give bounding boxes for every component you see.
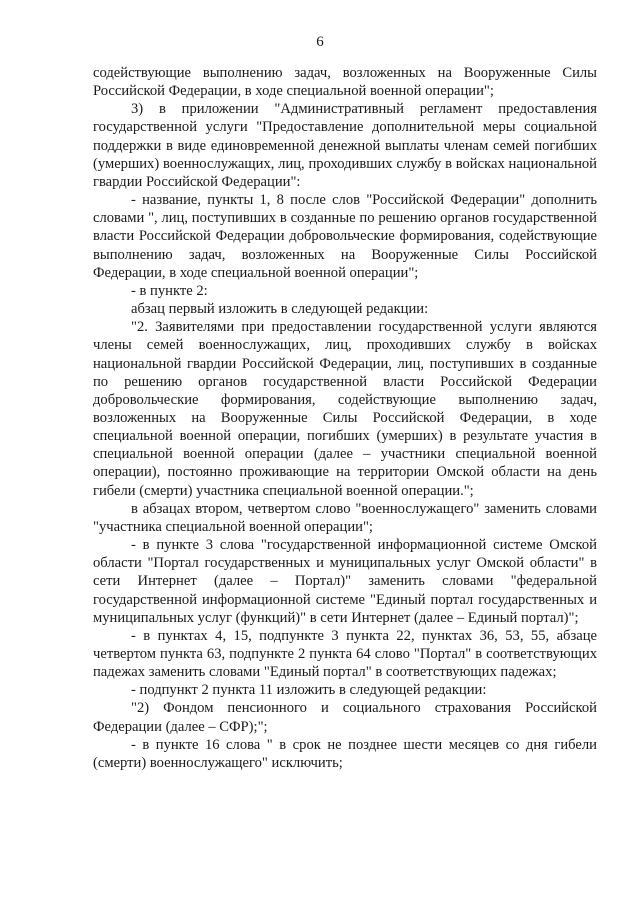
document-body	[93, 64, 597, 772]
paragraph-item-3: 3) в приложении "Административный регламент предоставления государственной услуги "Предоставление дополнительной меры социальной поддержки в виде единовременной денежной выплаты членам семей погибших (умерших) военнослужащих, лиц, проходивших службу в войсках национальной гвардии Российской Федерации":	[93, 101, 597, 190]
paragraph-subpoint-2-heading: - подпункт 2 пункта 11 изложить в следующей редакции:	[131, 682, 487, 699]
paragraph-subpoint-2-new-text: "2) Фондом пенсионного и социального страхования Российской Федерации (далее – СФР);";	[93, 700, 597, 735]
paragraph-name-points: - название, пункты 1, 8 после слов "Российской Федерации" дополнить словами ", лиц, поступивших в созданные по решению органов государственной власти Российской Федерации добровольческие формирования, содействующие выполнению задач, возложенных на Вооруженные Силы Российской Федерации, в ходе специальной военной операции";	[93, 192, 597, 281]
paragraph-points-portal: - в пунктах 4, 15, подпункте 3 пункта 22, пунктах 36, 53, 55, абзаце четвертом пункта 63, подпункте 2 пункта 64 слово "Портал" в соответствующих падежах заменить словами "Единый портал" в соответствующих падежах;	[93, 627, 597, 681]
paragraph-point-16: - в пункте 16 слова " в срок не позднее шести месяцев со дня гибели (смерти) военнослужащего" исключить;	[93, 736, 597, 771]
paragraph-abzac-replace: в абзацах втором, четвертом слово "военнослужащего" заменить словами "участника специальной военной операции";	[93, 500, 597, 535]
paragraph-point-3: - в пункте 3 слова "государственной информационной системе Омской области "Портал государственных и муниципальных услуг Омской области" в сети Интернет (далее – Портал)" заменить словами "федеральной государственной информационной системе "Единый портал государственных и муниципальных услуг (функций)" в сети Интернет (далее – Единый портал)";	[93, 537, 597, 626]
paragraph-continuation: содействующие выполнению задач, возложенных на Вооруженные Силы Российской Федерации, в ходе специальной военной операции";	[93, 65, 597, 100]
paragraph-point-2-heading: - в пункте 2:	[131, 282, 208, 299]
page-number: 6	[316, 34, 324, 50]
paragraph-first-abzac: абзац первый изложить в следующей редакции:	[131, 301, 429, 318]
paragraph-point-2-new-text: "2. Заявителями при предоставлении государственной услуги являются члены семей военнослужащих, лиц, проходивших службу в войсках национальной гвардии Российской Федерации, лиц, поступивших в созданные по решению органов государственной власти Российской Федерации добровольческие формирования, содействующие выполнению задач, возложенных на Вооруженные Силы Российской Федерации, в ходе специальной военной операции, погибших (умерших) в результате участия в специальной военной операции (далее – участники специальной военной операции), постоянно проживающие на территории Омской области на день гибели (смерти) участника специальной военной операции.";	[93, 319, 597, 499]
